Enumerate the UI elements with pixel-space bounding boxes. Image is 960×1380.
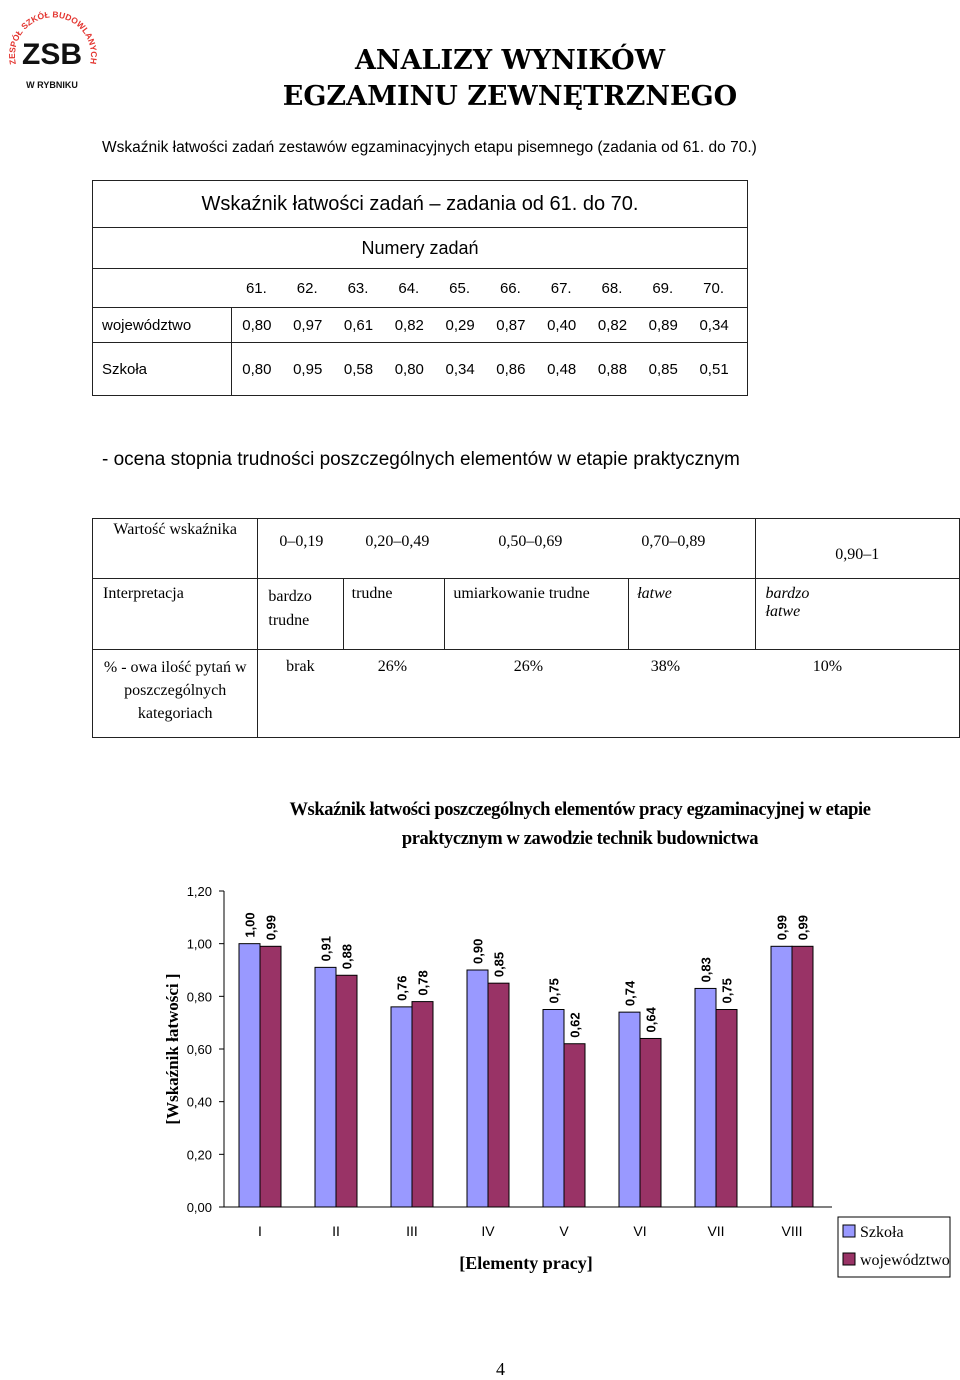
bar bbox=[543, 1010, 564, 1208]
bar bbox=[564, 1044, 585, 1207]
table1-heading: Wskaźnik łatwości zadań – zadania od 61. do 70. bbox=[93, 181, 748, 228]
y-tick-label: 0,40 bbox=[186, 1094, 212, 1110]
logo-ring-text: ZESPÓŁ SZKÓŁ BUDOWLANYCH bbox=[6, 9, 100, 66]
task-number: 69. bbox=[652, 279, 674, 297]
data-label: 0,83 bbox=[698, 957, 714, 983]
task-number: 62. bbox=[296, 279, 318, 297]
data-label: 0,75 bbox=[719, 978, 735, 1004]
task-number: 63. bbox=[347, 279, 369, 297]
x-tick-label: III bbox=[406, 1223, 418, 1239]
task-number: 66. bbox=[499, 279, 521, 297]
cell-value: 0,82 bbox=[394, 316, 424, 334]
x-axis-label: [Elementy pracy] bbox=[459, 1253, 593, 1273]
task-number: 68. bbox=[601, 279, 623, 297]
data-label: 0,99 bbox=[795, 914, 811, 941]
task-number: 65. bbox=[449, 279, 471, 297]
task-number: 61. bbox=[245, 279, 267, 297]
row-label: Szkoła bbox=[93, 343, 232, 396]
difficulty-table bbox=[92, 518, 960, 738]
data-label: 0,78 bbox=[415, 970, 431, 996]
x-tick-label: IV bbox=[481, 1223, 495, 1239]
data-label: 0,99 bbox=[774, 914, 790, 941]
data-label: 0,85 bbox=[491, 951, 507, 978]
bar bbox=[412, 1002, 433, 1207]
bar bbox=[467, 970, 488, 1207]
data-label: 1,00 bbox=[242, 912, 258, 938]
x-tick-label: VIII bbox=[781, 1223, 803, 1239]
x-tick-label: V bbox=[559, 1223, 569, 1239]
value-label: Wartość wskaźnika bbox=[93, 519, 258, 579]
legend-label: Szkoła bbox=[860, 1224, 904, 1241]
range-cell: 0,50–0,69 bbox=[498, 533, 563, 550]
x-tick-label: I bbox=[258, 1223, 262, 1239]
cell-value: 0,85 bbox=[648, 360, 678, 378]
table-row bbox=[93, 308, 748, 343]
logo-initials: ZSB bbox=[22, 38, 82, 71]
bar bbox=[619, 1012, 640, 1207]
y-tick-label: 1,20 bbox=[186, 884, 212, 899]
percent-cell: 10% bbox=[812, 658, 843, 675]
bar-chart bbox=[0, 870, 960, 1290]
percent-cell: 26% bbox=[377, 658, 408, 675]
task-numbers bbox=[231, 280, 747, 297]
bar bbox=[488, 983, 509, 1207]
row-label: województwo bbox=[93, 308, 232, 343]
legend-swatch bbox=[843, 1253, 855, 1265]
cell-value: 0,80 bbox=[242, 316, 272, 334]
page-number: 4 bbox=[496, 1359, 505, 1379]
school-logo bbox=[4, 4, 100, 92]
y-tick-label: 0,80 bbox=[186, 989, 212, 1005]
x-tick-label: II bbox=[332, 1223, 340, 1239]
task-number: 70. bbox=[703, 279, 724, 297]
interpretation-cell: łatwe bbox=[629, 579, 755, 650]
table-row bbox=[93, 343, 748, 396]
bar bbox=[336, 975, 357, 1207]
percent-label: % - owa ilość pytań w poszczególnych kategoriach bbox=[93, 650, 258, 738]
cell-value: 0,58 bbox=[343, 360, 374, 378]
data-label: 0,62 bbox=[567, 1012, 583, 1038]
cell-value: 0,80 bbox=[242, 360, 272, 378]
cell-value: 0,34 bbox=[699, 316, 729, 334]
page-title-line1: ANALIZY WYNIKÓW bbox=[354, 45, 666, 76]
y-axis-label: [Wskaźnik łatwości ] bbox=[163, 973, 182, 1125]
y-tick-label: 0,20 bbox=[186, 1147, 212, 1163]
cell-value: 0,82 bbox=[597, 316, 628, 334]
bar bbox=[640, 1038, 661, 1207]
x-tick-label: VII bbox=[707, 1223, 725, 1239]
y-tick-label: 0,00 bbox=[186, 1200, 212, 1215]
written-exam-table bbox=[92, 180, 748, 396]
bar bbox=[260, 946, 281, 1207]
page-title-line2: EGZAMINU ZEWNĘTRZNEGO bbox=[282, 81, 738, 112]
bar bbox=[792, 946, 813, 1207]
bar bbox=[239, 944, 260, 1207]
legend-label: województwo bbox=[860, 1252, 950, 1269]
cell-value: 0,86 bbox=[496, 360, 526, 378]
cell-value: 0,61 bbox=[343, 316, 374, 334]
x-tick-label: VI bbox=[633, 1223, 647, 1239]
intro-text: Wskaźnik łatwości zadań zestawów egzaminacyjnych etapu pisemnego (zadania od 61. do 70.) bbox=[102, 139, 757, 156]
task-number: 67. bbox=[550, 279, 572, 297]
percent-cell: brak bbox=[286, 658, 315, 675]
chart-title: Wskaźnik łatwości poszczególnych elementów pracy egzaminacyjnej w etapie praktycznym w zawodzie technik budownictwa bbox=[289, 800, 871, 849]
data-label: 0,76 bbox=[394, 975, 410, 1001]
cell-value: 0,34 bbox=[445, 360, 475, 378]
data-label: 0,75 bbox=[546, 978, 562, 1004]
cell-value: 0,88 bbox=[597, 360, 628, 378]
cell-value: 0,80 bbox=[394, 360, 424, 378]
cell-value: 0,87 bbox=[496, 316, 526, 334]
bar bbox=[695, 988, 716, 1207]
interpretation-label: Interpretacja bbox=[93, 579, 258, 650]
cell-value: 0,89 bbox=[648, 316, 678, 334]
data-label: 0,64 bbox=[643, 1007, 659, 1033]
cell-value: 0,97 bbox=[293, 316, 323, 334]
interpretation-cell: bardzo łatwe bbox=[765, 585, 810, 620]
cell-value: 0,95 bbox=[293, 360, 323, 378]
range-cell: 0,20–0,49 bbox=[365, 533, 430, 550]
cell-value: 0,40 bbox=[547, 316, 577, 334]
range-cell: 0–0,19 bbox=[279, 533, 324, 550]
data-label: 0,99 bbox=[263, 914, 279, 941]
bar bbox=[315, 967, 336, 1207]
logo-place: W RYBNIKU bbox=[26, 80, 78, 90]
range-cell: 0,70–0,89 bbox=[641, 533, 706, 550]
percent-cell: 26% bbox=[513, 658, 544, 675]
data-label: 0,91 bbox=[318, 936, 334, 962]
y-tick-label: 1,00 bbox=[186, 936, 212, 952]
range-cell: 0,90–1 bbox=[755, 519, 959, 579]
cell-value: 0,48 bbox=[547, 360, 577, 378]
bar bbox=[771, 946, 792, 1207]
bar bbox=[391, 1007, 412, 1207]
legend-swatch bbox=[843, 1225, 855, 1237]
bar bbox=[716, 1010, 737, 1208]
percent-cell: 38% bbox=[650, 658, 681, 675]
section-heading: - ocena stopnia trudności poszczególnych elementów w etapie praktycznym bbox=[102, 449, 740, 470]
interpretation-cell: trudne bbox=[343, 579, 445, 650]
interpretation-cell: umiarkowanie trudne bbox=[445, 579, 629, 650]
task-number: 64. bbox=[398, 279, 420, 297]
y-tick-label: 0,60 bbox=[186, 1042, 212, 1057]
data-label: 0,88 bbox=[339, 943, 355, 970]
data-label: 0,74 bbox=[622, 980, 638, 1007]
cell-value: 0,29 bbox=[445, 316, 475, 334]
table1-subheading: Numery zadań bbox=[93, 228, 748, 269]
data-label: 0,90 bbox=[470, 938, 486, 964]
interpretation-cell: bardzo trudne bbox=[258, 579, 343, 650]
cell-value: 0,51 bbox=[699, 360, 729, 378]
